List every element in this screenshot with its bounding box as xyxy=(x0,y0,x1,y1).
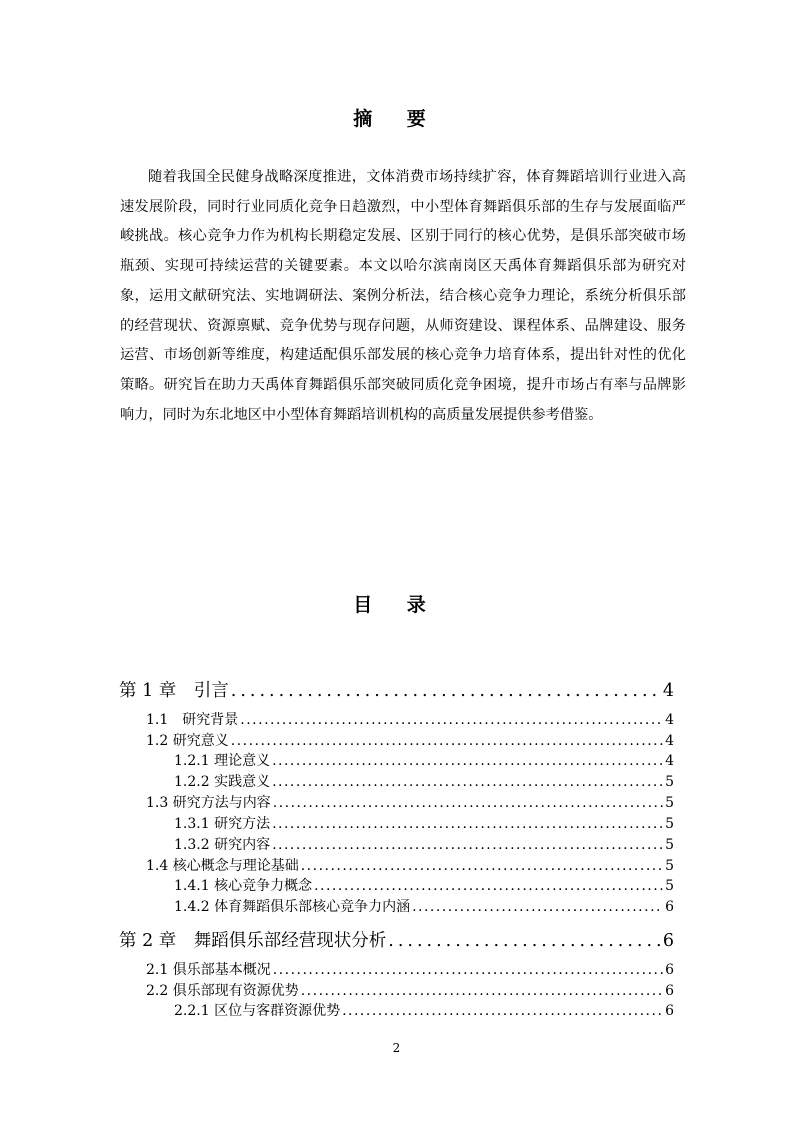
toc-entry[interactable] xyxy=(146,730,674,750)
toc-entry-page: 6 xyxy=(662,931,674,951)
toc-entry[interactable] xyxy=(146,709,674,729)
toc-entry-page: 4 xyxy=(665,753,674,769)
toc-entry-label: 2.2 俱乐部现有资源优势 xyxy=(146,983,299,999)
toc-entry-page: 5 xyxy=(665,858,674,874)
toc-entry[interactable] xyxy=(174,896,674,916)
toc-entry-page: 5 xyxy=(665,795,674,811)
toc-leader-dots xyxy=(314,878,663,894)
toc-leader-dots xyxy=(273,962,663,978)
toc-leader-dots xyxy=(272,774,663,790)
toc-entry-label: 1.4.1 核心竞争力概念 xyxy=(174,878,313,894)
page-number: 2 xyxy=(392,1041,401,1055)
toc-leader-dots xyxy=(272,837,663,853)
abstract-title: 摘 要 xyxy=(353,108,440,130)
toc-entry[interactable] xyxy=(146,980,674,1000)
toc-entry-page: 5 xyxy=(665,816,674,832)
toc-entry-page: 4 xyxy=(662,681,674,701)
toc-leader-dots xyxy=(231,681,661,701)
toc-entry[interactable] xyxy=(174,1000,674,1020)
toc-leader-dots xyxy=(231,733,663,749)
toc-title: 目 录 xyxy=(353,594,440,616)
toc-leader-dots xyxy=(301,858,663,874)
toc-entry[interactable] xyxy=(119,677,674,702)
toc-leader-dots xyxy=(412,899,663,915)
toc-entry-page: 5 xyxy=(665,774,674,790)
toc-entry-label: 1.2 研究意义 xyxy=(146,733,229,749)
toc-entry-label: 1.1 研究背景 xyxy=(146,712,239,728)
toc-entry-page: 5 xyxy=(665,837,674,853)
toc-entry-label: 2.2.1 区位与客群资源优势 xyxy=(174,1003,341,1019)
toc-leader-dots xyxy=(272,816,663,832)
toc-entry-page: 6 xyxy=(665,899,674,915)
toc-entry-page: 5 xyxy=(665,878,674,894)
toc-entry[interactable] xyxy=(174,813,674,833)
toc-entry-page: 4 xyxy=(665,733,674,749)
toc-leader-dots xyxy=(388,931,661,951)
toc-entry-label: 1.3.1 研究方法 xyxy=(174,816,271,832)
toc-entry-label: 1.2.2 实践意义 xyxy=(174,774,271,790)
toc-entry[interactable] xyxy=(174,750,674,770)
toc-leader-dots xyxy=(301,983,663,999)
toc-leader-dots xyxy=(240,712,663,728)
toc-leader-dots xyxy=(272,753,663,769)
toc-entry-label: 1.2.1 理论意义 xyxy=(174,753,271,769)
toc-leader-dots xyxy=(342,1003,663,1019)
toc-entry-label: 1.4.2 体育舞蹈俱乐部核心竞争力内涵 xyxy=(174,899,411,915)
toc-entry[interactable] xyxy=(146,959,674,979)
toc-entry-label: 第 1 章 引言 xyxy=(119,681,229,701)
abstract-body: 随着我国全民健身战略深度推进，文体消费市场持续扩容，体育舞蹈培训行业进入高速发展阶段，同时行业同质化竞争日趋激烈，中小型体育舞蹈俱乐部的生存与发展面临严峻挑战。核心竞争力作为机构长期稳定发展、区别于同行的核心优势，是俱乐部突破市场瓶颈、实现可持续运营的关键要素。本文以哈尔滨南岗区天禹体育舞蹈俱乐部为研究对象，运用文献研究法、实地调研法、案例分析法，结合核心竞争力理论，系统分析俱乐部的经营现状、资源禀赋、竞争优势与现存问题，从师资建设、课程体系、品牌建设、服务运营、市场创新等维度，构建适配俱乐部发展的核心竞争力培育体系，提出针对性的优化策略。研究旨在助力天禹体育舞蹈俱乐部突破同质化竞争困境，提升市场占有率与品牌影响力，同时为东北地区中小型体育舞蹈培训机构的高质量发展提供参考借鉴。 xyxy=(120,169,686,423)
toc-leader-dots xyxy=(273,795,663,811)
toc-entry[interactable] xyxy=(174,834,674,854)
toc-entry-label: 1.4 核心概念与理论基础 xyxy=(146,858,299,874)
toc-entry[interactable] xyxy=(174,771,674,791)
toc-entry-page: 6 xyxy=(665,962,674,978)
toc-entry-label: 第 2 章 舞蹈俱乐部经营现状分析 xyxy=(119,931,387,951)
toc-entry-page: 6 xyxy=(665,983,674,999)
toc-entry-label: 1.3.2 研究内容 xyxy=(174,837,271,853)
toc-entry-page: 6 xyxy=(665,1003,674,1019)
toc-entry-page: 4 xyxy=(665,712,674,728)
toc-entry[interactable] xyxy=(174,875,674,895)
toc-entry[interactable] xyxy=(146,792,674,812)
toc-entry-label: 1.3 研究方法与内容 xyxy=(146,795,271,811)
toc-entry[interactable] xyxy=(119,927,674,952)
toc-entry[interactable] xyxy=(146,855,674,875)
toc-entry-label: 2.1 俱乐部基本概况 xyxy=(146,962,271,978)
